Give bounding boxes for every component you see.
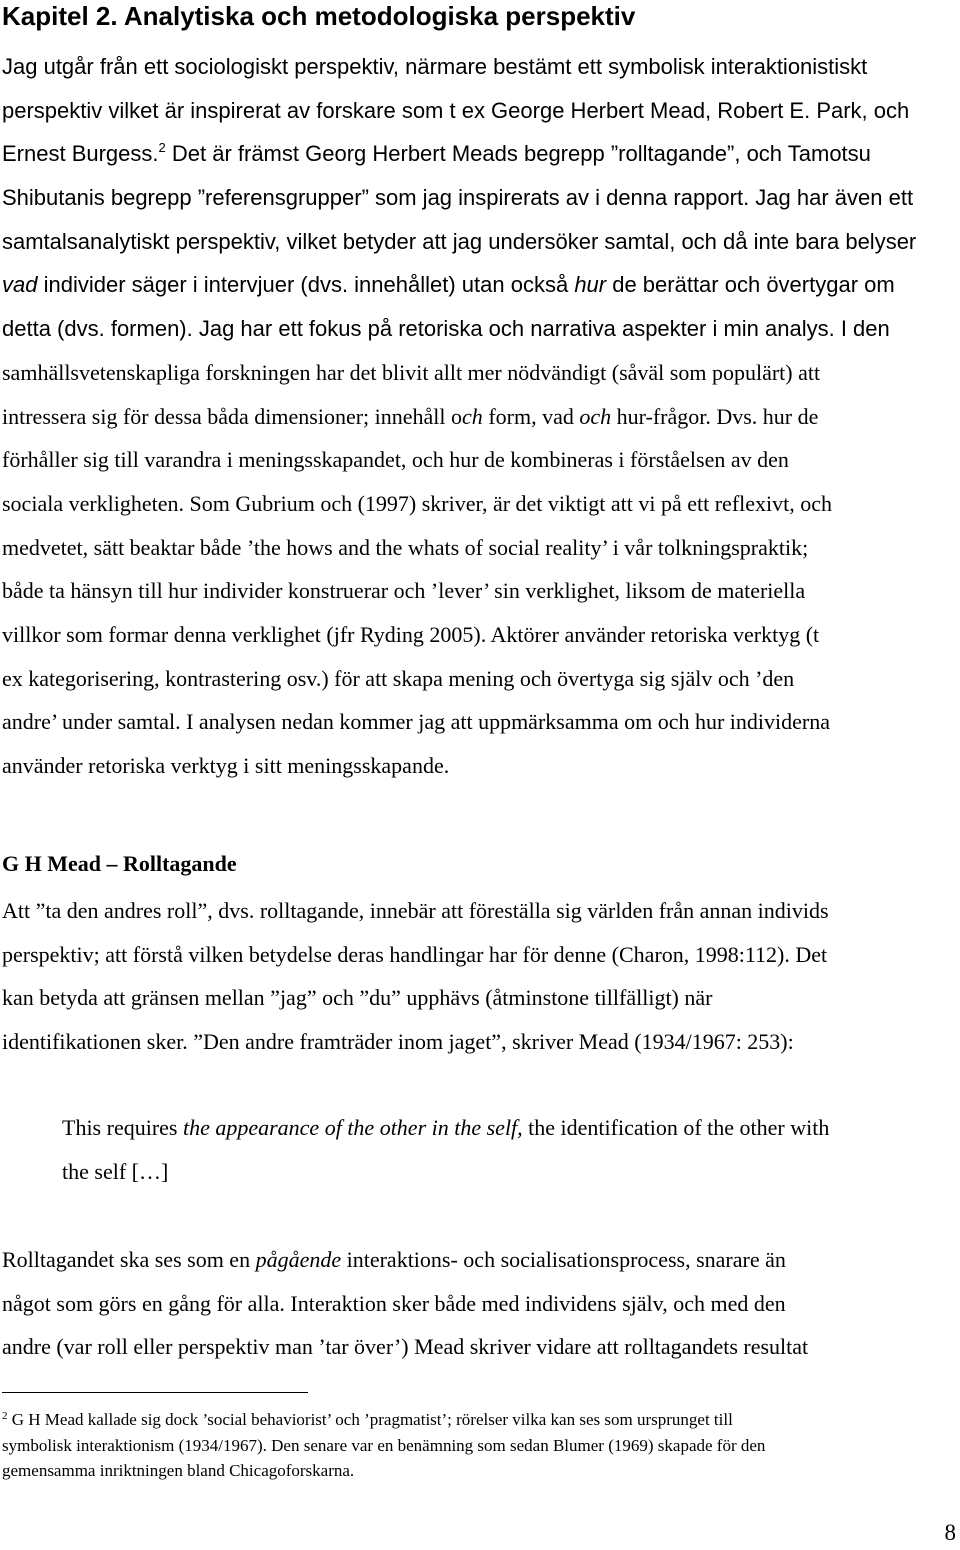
text-line: medvetet, sätt beaktar både ’the hows and the whats of social reality’ i vår tolkningspraktik; bbox=[2, 534, 809, 560]
page-number: 8 bbox=[944, 1520, 956, 1545]
text-line: Jag utgår från ett sociologiskt perspektiv, närmare bestämt ett symbolisk interaktionistiskt bbox=[2, 54, 868, 79]
section-heading: G H Mead – Rolltagande bbox=[2, 851, 237, 876]
text-line: identifikationen sker. ”Den andre framträder inom jaget”, skriver Mead (1934/1967: 253): bbox=[2, 1029, 794, 1055]
paragraph-2 bbox=[2, 889, 957, 1064]
footnote-reference[interactable]: 2 bbox=[158, 140, 166, 156]
footnote-divider bbox=[2, 1392, 308, 1393]
text-line: något som görs en gång för alla. Interaktion sker både med individens själv, och med den bbox=[2, 1290, 786, 1316]
footnote bbox=[2, 1407, 765, 1484]
text-line: Rolltagandet ska ses som en pågående interaktions- och socialisationsprocess, snarare än bbox=[2, 1247, 786, 1272]
text-line: Shibutanis begrepp ”referensgrupper” som jag inspirerats av i denna rapport. Jag har även ett bbox=[2, 185, 914, 211]
text-line: Att ”ta den andres roll”, dvs. rolltagande, innebär att föreställa sig världen från annan individs bbox=[2, 898, 829, 923]
footnote-number: 2 bbox=[2, 1410, 8, 1422]
text-line: perspektiv; att förstå vilken betydelse deras handlingar har för denne (Charon, 1998:112). Det bbox=[2, 941, 828, 967]
text-line: intressera sig för dessa båda dimensioner; innehåll och form, vad och hur-frågor. Dvs. hur de bbox=[2, 403, 819, 429]
text-line: This requires the appearance of the other in the self, the identification of the other with bbox=[62, 1115, 830, 1140]
text-line: samhällsvetenskapliga forskningen har det blivit allt mer nödvändigt (såväl som populärt) att bbox=[2, 359, 821, 385]
block-quote bbox=[62, 1106, 829, 1193]
footnote-line: gemensamma inriktningen bland Chicagoforskarna. bbox=[2, 1461, 355, 1480]
text-line: detta (dvs. formen). Jag har ett fokus på retoriska och narrativa aspekter i min analys. I den bbox=[2, 316, 890, 342]
text-line: andre’ under samtal. I analysen nedan kommer jag att uppmärksamma om och hur individerna bbox=[2, 709, 830, 735]
footnote-line: symbolisk interaktionism (1934/1967). Den senare var en benämning som sedan Blumer (1969) skapade för den bbox=[2, 1435, 766, 1455]
text-line: villkor som formar denna verklighet (jfr Ryding 2005). Aktörer använder retoriska verktyg (t bbox=[2, 621, 820, 647]
text-line: andre (var roll eller perspektiv man ’tar över’) Mead skriver vidare att rolltagandets resultat bbox=[2, 1334, 809, 1360]
text-line: använder retoriska verktyg i sitt meningsskapande. bbox=[2, 753, 450, 778]
text-line: the self […] bbox=[62, 1158, 169, 1184]
text-line: perspektiv vilket är inspirerat av forskare som t ex George Herbert Mead, Robert E. Park, och bbox=[2, 97, 910, 123]
text-line: kan betyda att gränsen mellan ”jag” och ”du” upphävs (åtminstone tillfälligt) när bbox=[2, 985, 713, 1011]
text-line: Ernest Burgess.$^2$ Det är främst Georg Herbert Meads begrepp ”rolltagande”, och Tamotsu bbox=[2, 140, 871, 167]
text-line: samtalsanalytiskt perspektiv, vilket betyder att jag undersöker samtal, och då inte bara belyser bbox=[2, 228, 917, 254]
paragraph-1 bbox=[2, 45, 957, 788]
text-line: ex kategorisering, kontrastering osv.) för att skapa mening och övertyga sig själv och ’den bbox=[2, 665, 795, 691]
text-line: vad individer säger i intervjuer (dvs. innehållet) utan också hur de berättar och övertygar om bbox=[2, 272, 895, 298]
paragraph-3 bbox=[2, 1238, 957, 1369]
footnote-line: $^2$ G H Mead kallade sig dock ’social behaviorist’ och ’pragmatist’; rörelser vilka kan ses som ursprunget till bbox=[2, 1410, 733, 1429]
chapter-title: Kapitel 2. Analytiska och metodologiska perspektiv bbox=[2, 1, 636, 31]
text-line: sociala verkligheten. Som Gubrium och (1997) skriver, är det viktigt att vi på ett reflexivt, och bbox=[2, 490, 833, 516]
text-line: förhåller sig till varandra i meningsskapandet, och hur de kombineras i förståelsen av den bbox=[2, 447, 789, 473]
text-line: både ta hänsyn till hur individer konstruerar och ’lever’ sin verklighet, liksom de materiella bbox=[2, 578, 806, 604]
